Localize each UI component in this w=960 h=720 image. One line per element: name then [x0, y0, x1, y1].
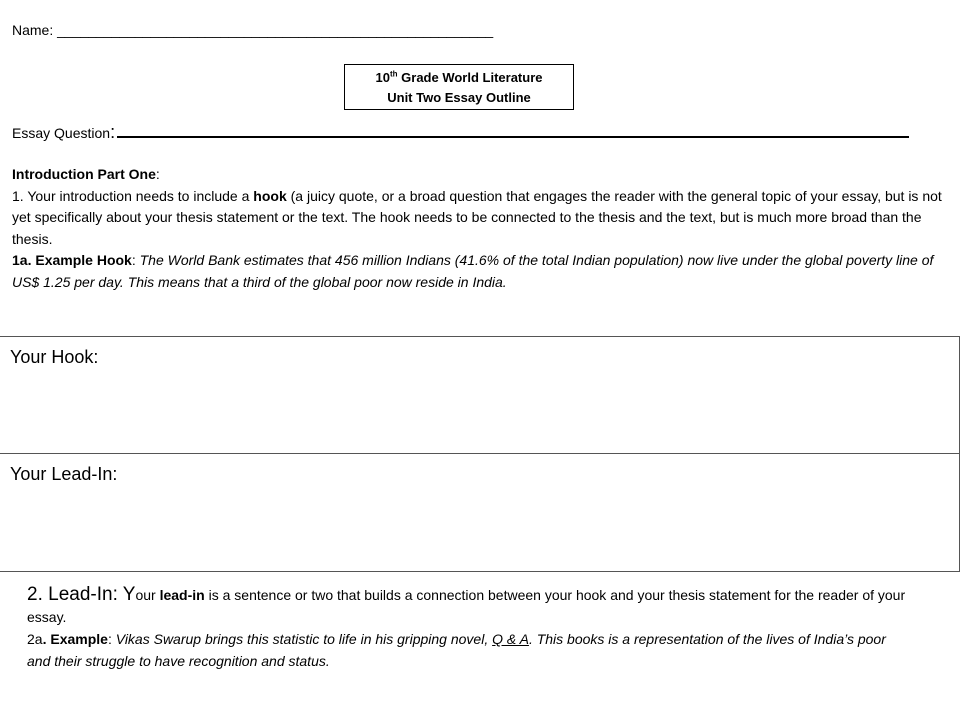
leadin-example-prefix: 2a	[27, 631, 43, 647]
intro-item-1-bold: hook	[253, 187, 287, 204]
intro-heading-label: Introduction Part One	[12, 166, 156, 182]
intro-heading	[12, 164, 947, 186]
hook-response-box[interactable]	[0, 337, 959, 454]
intro-example-label: 1a. Example Hook	[12, 252, 132, 269]
leadin-text-1: our	[135, 587, 160, 603]
leadin-response-box[interactable]	[0, 454, 959, 571]
essay-question-colon: :	[110, 122, 116, 142]
title-line-1	[345, 68, 573, 88]
name-label: Name:	[12, 22, 58, 38]
essay-question	[12, 122, 909, 143]
essay-question-label: Essay Question	[12, 125, 111, 141]
response-table	[0, 336, 960, 572]
leadin-bold: lead-in	[159, 587, 205, 603]
intro-item-1-pre: 1. Your introduction needs to include a	[12, 187, 254, 204]
leadin-example-text-1: Vikas Swarup brings this statistic to life in his gripping novel,	[115, 631, 493, 647]
introduction-section	[12, 164, 947, 294]
leadin-example-label: . Example	[42, 631, 108, 647]
title-course: Grade World Literature	[397, 70, 543, 85]
leadin-paragraph	[27, 584, 907, 628]
leadin-heading: 2. Lead-In:	[27, 584, 123, 605]
intro-item-1-post: (a juicy quote, or a broad question that engages the reader with the general topic of your essay, but is not yet specifically about your thesis statement or the text. The hook needs to be connected to the thesis and the text, but is much more broad than the thesis.	[12, 187, 942, 247]
leadin-label: Your Lead-In:	[10, 464, 118, 484]
title-superscript: th	[389, 69, 398, 79]
hook-label: Your Hook:	[10, 347, 99, 367]
leadin-example	[27, 628, 907, 672]
leadin-text-2: is a sentence or two that builds a connection between your hook and your thesis statement for the reader of your essay.	[27, 587, 906, 625]
intro-example-text: The World Bank estimates that 456 million Indians (41.6% of the total Indian population) now live under the global poverty line of US$ 1.25 per day. This means that a third of the global poor now reside in India.	[12, 252, 934, 290]
intro-item-1	[12, 186, 947, 251]
title-grade: 10	[375, 70, 390, 85]
leadin-y: Y	[122, 584, 136, 605]
leadin-example-colon: :	[107, 631, 116, 647]
essay-question-blank[interactable]	[117, 122, 909, 138]
title-box	[344, 64, 574, 110]
intro-example-colon: :	[131, 252, 140, 269]
leadin-example-title: Q & A	[492, 631, 529, 647]
intro-heading-colon: :	[155, 166, 160, 182]
intro-example	[12, 250, 947, 293]
leadin-example-text-2: . This books is a representation of the lives of India’s poor and their struggle to have recognition and status.	[27, 631, 886, 669]
title-line-2: Unit Two Essay Outline	[387, 90, 531, 105]
name-line	[12, 22, 493, 38]
leadin-section	[27, 584, 907, 672]
name-blank[interactable]: ________________________________________________________	[57, 22, 494, 38]
